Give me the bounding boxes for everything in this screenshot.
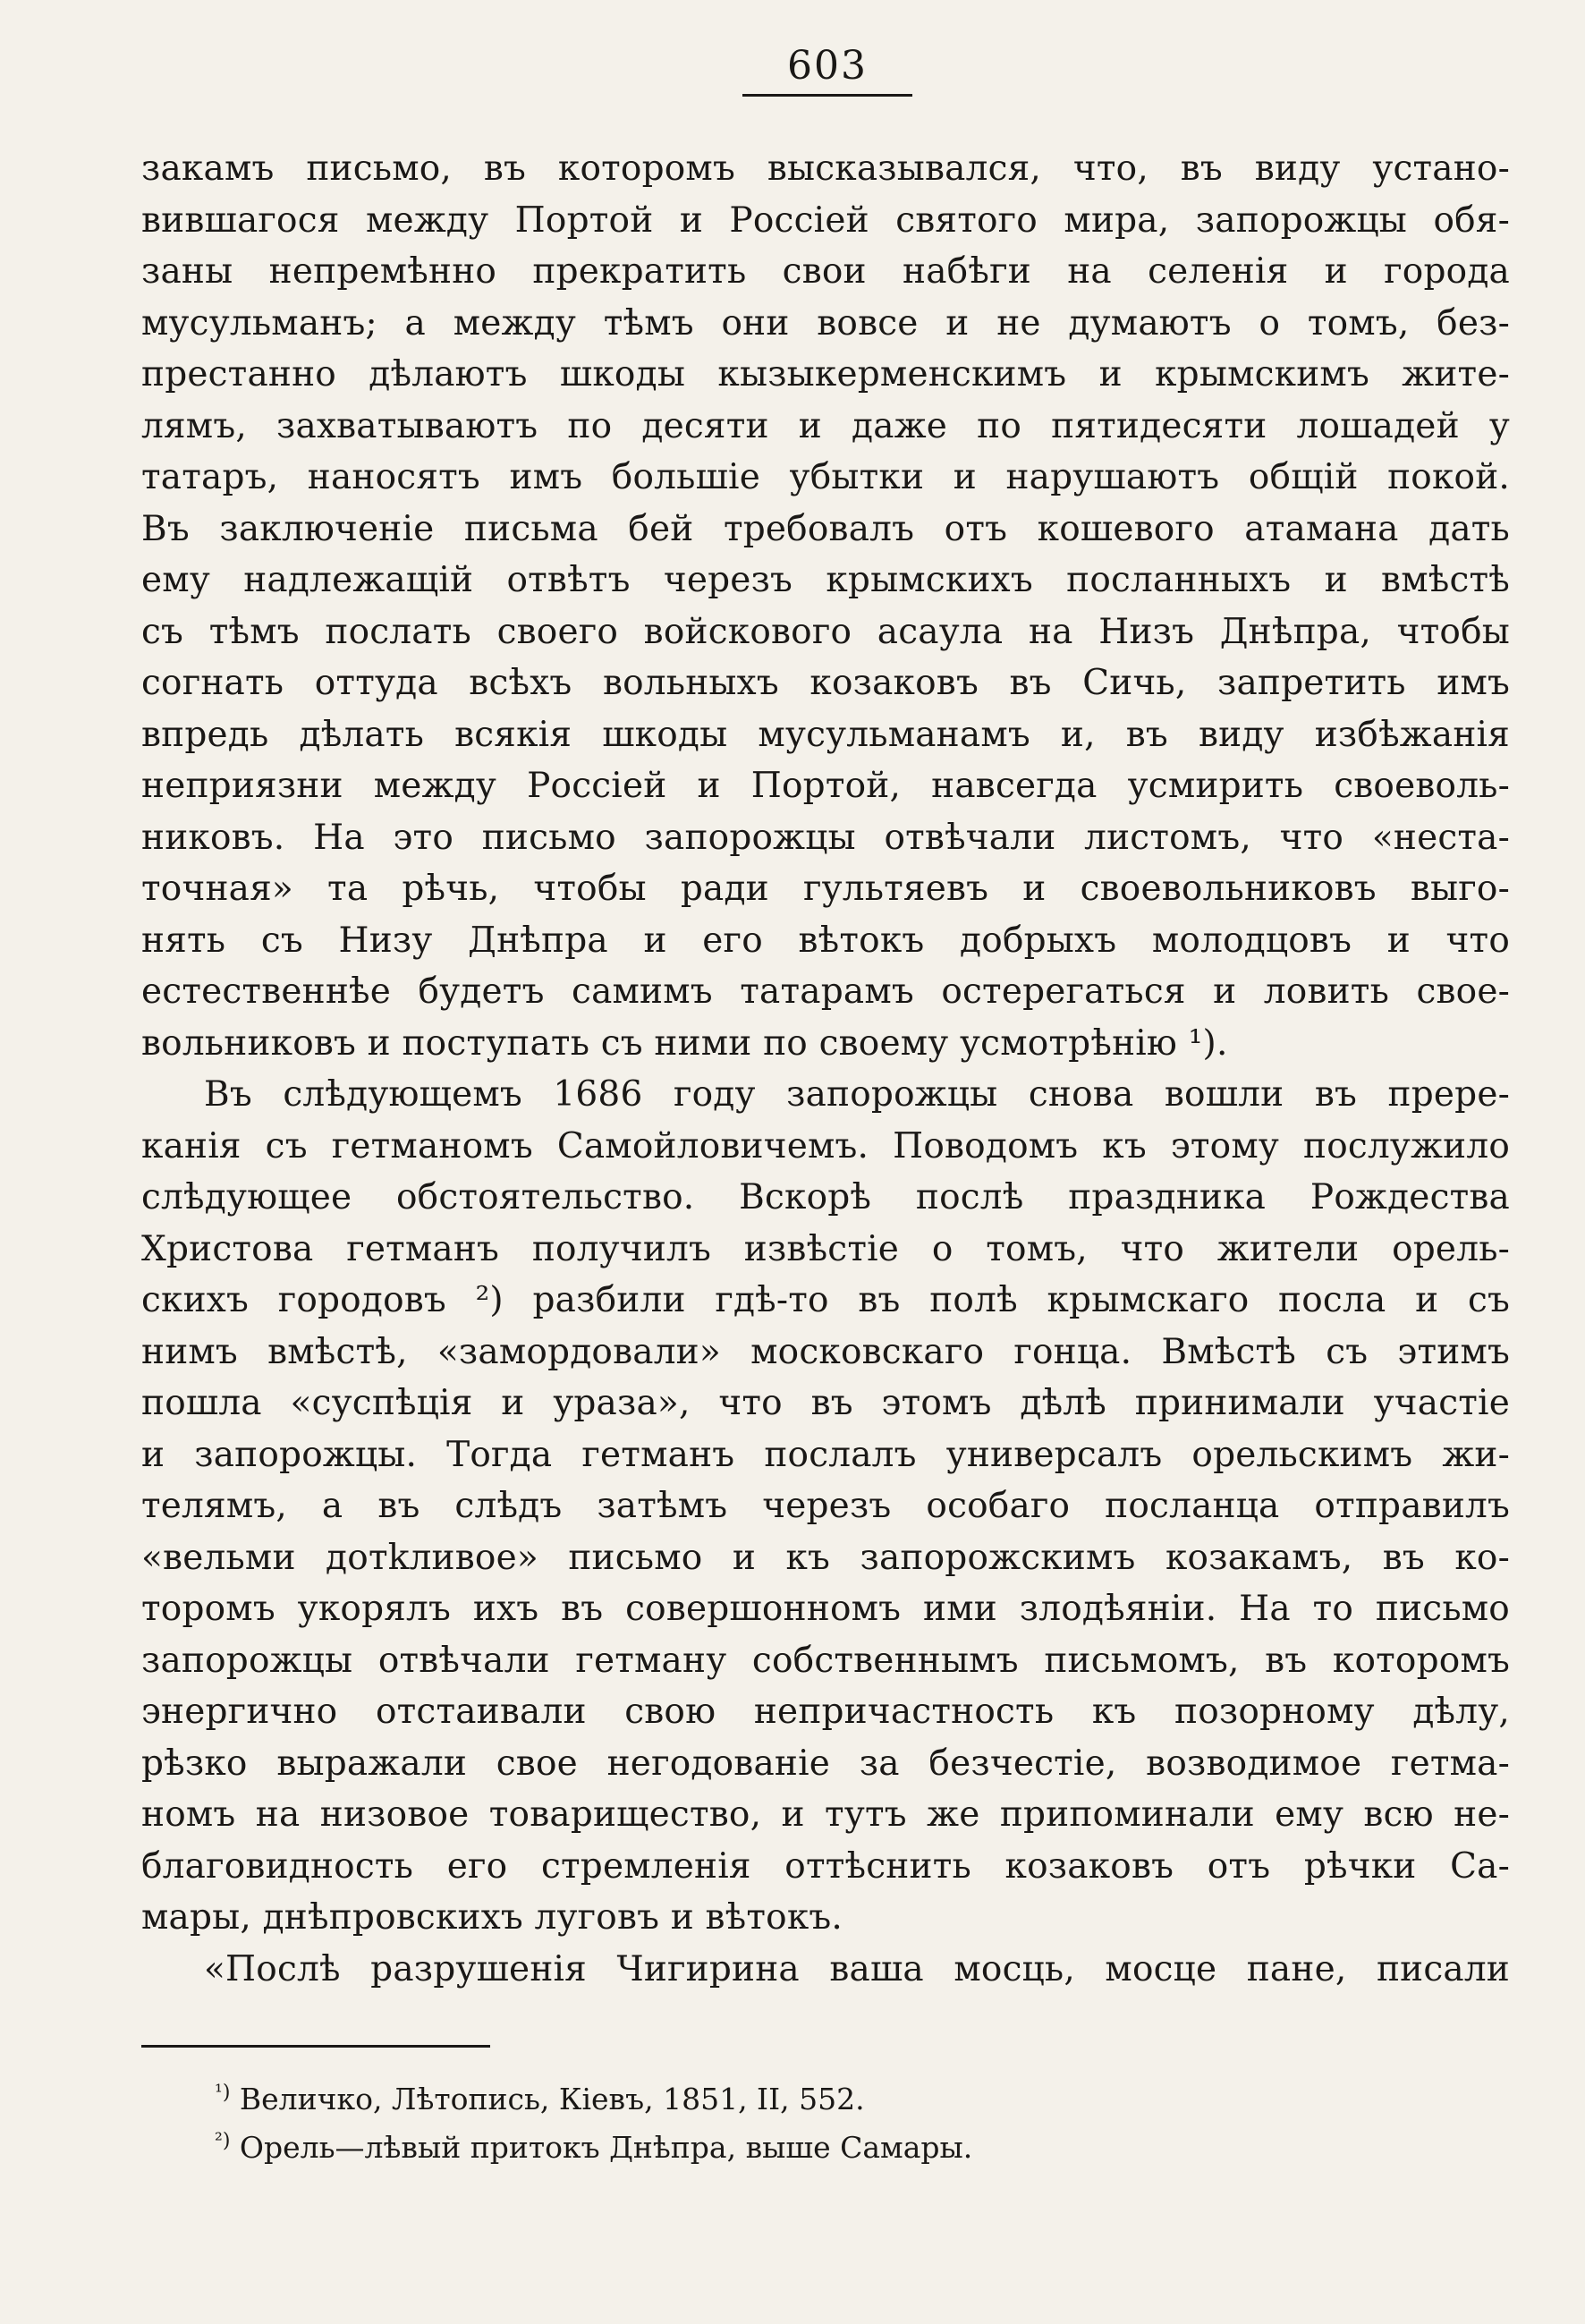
footnote-2 xyxy=(215,2124,1288,2172)
text-line: престанно дѣлаютъ шкоды кызыкерменскимъ и крымскимъ жите- xyxy=(141,354,1510,394)
text-line: естественнѣе будетъ самимъ татарамъ остерегаться и ловить свое- xyxy=(141,971,1510,1012)
text-line: заны непремѣнно прекратить свои набѣги на селенія и города xyxy=(141,251,1510,292)
text-line: Въ слѣдующемъ 1686 году запорожцы снова вошли въ прере- xyxy=(204,1074,1510,1115)
text-line: татаръ, наносятъ имъ большіе убытки и нарушаютъ общій покой. xyxy=(141,457,1510,497)
text-line: согнать оттуда всѣхъ вольныхъ козаковъ въ Сичь, запретить имъ xyxy=(141,663,1510,703)
text-line: мусульманъ; а между тѣмъ они вовсе и не думаютъ о томъ, без- xyxy=(141,302,1510,344)
text-line: номъ на низовое товарищество, и тутъ же припоминали ему всю не- xyxy=(141,1794,1510,1835)
text-line: Въ заключеніе письма бей требовалъ отъ кошевого атамана дать xyxy=(141,508,1510,549)
text-line: точная» та рѣчь, чтобы ради гультяевъ и своевольниковъ выго- xyxy=(141,869,1510,909)
text-line: канія съ гетманомъ Самойловичемъ. Поводомъ къ этому послужило xyxy=(141,1125,1510,1166)
text-line: закамъ письмо, въ которомъ высказывался, что, въ виду устано- xyxy=(141,148,1510,189)
text-line: ему надлежащій отвѣтъ черезъ крымскихъ посланныхъ и вмѣстѣ xyxy=(141,560,1510,600)
text-line: никовъ. На это письмо запорожцы отвѣчали листомъ, что «неста- xyxy=(141,817,1510,858)
footnote-text: Орель—лѣвый притокъ Днѣпра, выше Самары. xyxy=(239,2130,973,2165)
text-line: неприязни между Россіей и Портой, навсегда усмирить своеволь- xyxy=(141,766,1510,806)
page-number: 603 xyxy=(742,43,912,97)
text-line: нимъ вмѣстѣ, «замордовали» московскаго гонца. Вмѣстѣ съ этимъ xyxy=(141,1331,1510,1372)
text-line: съ тѣмъ послать своего войскового асаула на Низъ Днѣпра, чтобы xyxy=(141,611,1510,652)
text-line: вившагося между Портой и Россіей святого мира, запорожцы обя- xyxy=(141,199,1510,241)
text-line: благовидность его стремленія оттѣснить козаковъ отъ рѣчки Са- xyxy=(141,1845,1510,1887)
text-line: слѣдующее обстоятельство. Вскорѣ послѣ праздника Рождества xyxy=(141,1177,1510,1217)
footnote-mark: ²) xyxy=(215,2130,231,2152)
footnotes xyxy=(215,2075,1288,2172)
footnote-divider xyxy=(141,2045,490,2048)
text-line: вольниковъ и поступать съ ними по своему усмотрѣнію ¹). xyxy=(141,1022,1228,1064)
body-text xyxy=(141,143,1510,1995)
text-line: Христова гетманъ получилъ извѣстіе о томъ, что жители орель- xyxy=(141,1228,1510,1269)
text-line: и запорожцы. Тогда гетманъ послалъ универсалъ орельскимъ жи- xyxy=(141,1434,1510,1475)
text-line: скихъ городовъ ²) разбили гдѣ-то въ полѣ крымскаго посла и съ xyxy=(141,1280,1510,1320)
text-line: лямъ, захватываютъ по десяти и даже по пятидесяти лошадей у xyxy=(141,405,1510,446)
text-line: «Послѣ разрушенія Чигирина ваша мосць, мосце пане, писали xyxy=(204,1948,1510,1989)
text-line: пошла «суспѣція и уразa», что въ этомъ дѣлѣ принимали участіе xyxy=(141,1383,1510,1423)
text-line: энергично отстаивали свою непричастность къ позорному дѣлу, xyxy=(141,1692,1510,1732)
text-line: запорожцы отвѣчали гетману собственнымъ письмомъ, въ которомъ xyxy=(141,1640,1510,1681)
footnote-text: Величко, Лѣтопись, Кіевъ, 1851, II, 552. xyxy=(239,2082,865,2116)
footnote-mark: ¹) xyxy=(215,2082,231,2104)
text-line: торомъ укорялъ ихъ въ совершонномъ ими злодѣяніи. На то письмо xyxy=(141,1589,1510,1629)
text-line: телямъ, а въ слѣдъ затѣмъ черезъ особаго посланца отправилъ xyxy=(141,1486,1510,1526)
footnote-1 xyxy=(215,2075,1288,2124)
text-line: впредь дѣлать всякія шкоды мусульманамъ и, въ виду избѣжанія xyxy=(141,714,1510,755)
text-line: «вельми дотkливое» письмо и къ запорожскимъ козакамъ, въ ко- xyxy=(141,1537,1510,1578)
text-line: мары, днѣпровскихъ луговъ и вѣтокъ. xyxy=(141,1897,843,1938)
text-line: нять съ Низу Днѣпра и его вѣтокъ добрыхъ молодцовъ и что xyxy=(141,920,1510,961)
text-line: рѣзко выражали свое негодованіе за безчестіе, возводимое гетма- xyxy=(141,1743,1510,1784)
